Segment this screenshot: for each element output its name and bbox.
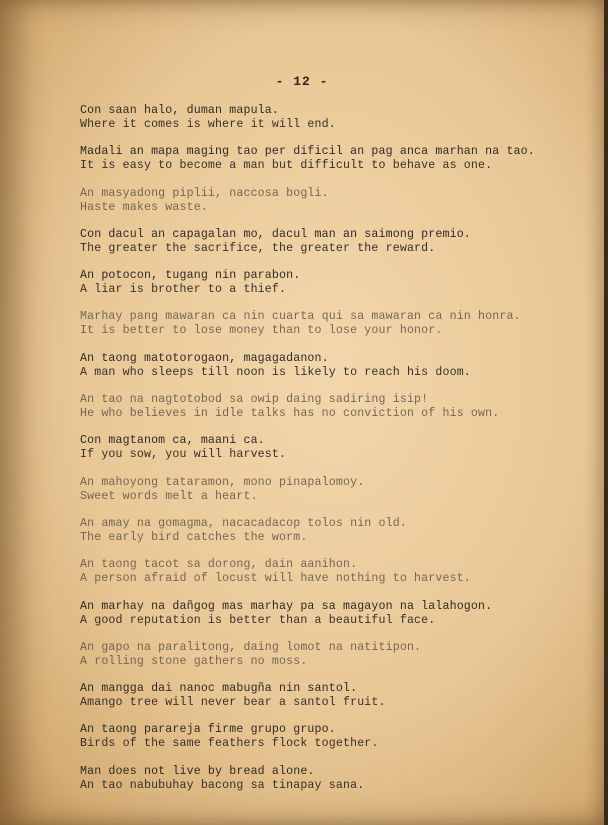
proverb-native-line: An gapo na paralitong, daing lomot na natitipon. bbox=[80, 640, 422, 654]
proverb-item bbox=[80, 145, 595, 186]
proverb-list bbox=[80, 104, 595, 806]
proverb-native-line: An taong parareja firme grupo grupo. bbox=[80, 723, 336, 737]
proverb-item bbox=[80, 476, 595, 517]
proverb-item bbox=[80, 723, 595, 764]
proverb-english-line: A man who sleeps till noon is likely to reach his doom. bbox=[80, 365, 471, 379]
proverb-english-line: A rolling stone gathers no moss. bbox=[80, 654, 308, 668]
proverb-native-line: An marhay na dañgog mas marhay pa sa magayon na lalahogon. bbox=[80, 599, 493, 613]
proverb-native-line: Con magtanom ca, maani ca. bbox=[80, 434, 265, 448]
proverb-english-line: It is easy to become a man but difficult to behave as one. bbox=[80, 159, 493, 173]
proverb-item bbox=[80, 228, 595, 269]
page-edge-shadow bbox=[604, 0, 608, 825]
proverb-english-line: Sweet words melt a heart. bbox=[80, 489, 258, 503]
proverb-native-line: An mahoyong tataramon, mono pinapalomoy. bbox=[80, 475, 365, 489]
proverb-native-line: An taong tacot sa dorong, dain aanihon. bbox=[80, 558, 358, 572]
proverb-item bbox=[80, 352, 595, 393]
proverb-item bbox=[80, 765, 595, 806]
proverb-english-line: The early bird catches the worm. bbox=[80, 530, 308, 544]
proverb-english-line: Birds of the same feathers flock together. bbox=[80, 737, 379, 751]
proverb-english-line: A person afraid of locust will have nothing to harvest. bbox=[80, 572, 471, 586]
proverb-native-line: An masyadong piplii, naccosa bogli. bbox=[80, 186, 329, 200]
proverb-item bbox=[80, 641, 595, 682]
proverb-item bbox=[80, 517, 595, 558]
proverb-item bbox=[80, 310, 595, 351]
proverb-english-line: A liar is brother to a thief. bbox=[80, 283, 287, 297]
proverb-native-line: An potocon, tugang nin parabon. bbox=[80, 269, 301, 283]
page-number: - 12 - bbox=[275, 74, 329, 89]
proverb-native-line: An amay na gomagma, nacacadacop tolos nin old. bbox=[80, 516, 407, 530]
proverb-native-line: Con saan halo, duman mapula. bbox=[80, 104, 280, 117]
proverb-english-line: The greater the sacrifice, the greater the reward. bbox=[80, 241, 436, 255]
proverb-english-line: Where it comes is where it will end. bbox=[80, 118, 336, 131]
proverb-english-line: It is better to lose money than to lose your honor. bbox=[80, 324, 443, 338]
proverb-english-line: If you sow, you will harvest. bbox=[80, 448, 287, 462]
proverb-item bbox=[80, 558, 595, 599]
proverb-native-line: Con dacul an capagalan mo, dacul man an saimong premio. bbox=[80, 227, 471, 241]
proverb-item bbox=[80, 187, 595, 228]
proverb-native-line: Man does not live by bread alone. bbox=[80, 764, 315, 778]
proverb-item bbox=[80, 434, 595, 475]
proverb-item bbox=[80, 682, 595, 723]
proverb-item bbox=[80, 104, 595, 145]
proverb-english-line: Amango tree will never bear a santol fruit. bbox=[80, 696, 386, 710]
proverb-item bbox=[80, 269, 595, 310]
proverb-english-line: He who believes in idle talks has no conviction of his own. bbox=[80, 407, 500, 421]
proverb-english-line: A good reputation is better than a beautiful face. bbox=[80, 613, 436, 627]
proverb-native-line: Madali an mapa maging tao per dificil an pag anca marhan na tao. bbox=[80, 145, 535, 159]
proverb-english-line: Haste makes waste. bbox=[80, 200, 208, 214]
proverb-english-line: An tao nabubuhay bacong sa tinapay sana. bbox=[80, 778, 365, 792]
proverb-item bbox=[80, 600, 595, 641]
proverb-native-line: An mangga dai nanoc mabugña nin santol. bbox=[80, 682, 358, 696]
proverb-item bbox=[80, 393, 595, 434]
proverb-native-line: An taong matotorogaon, magagadanon. bbox=[80, 351, 329, 365]
proverb-native-line: Marhay pang mawaran ca nin cuarta qui sa mawaran ca nin honra. bbox=[80, 310, 521, 324]
proverb-native-line: An tao na nagtotobod sa owip daing sadiring isip! bbox=[80, 393, 429, 407]
